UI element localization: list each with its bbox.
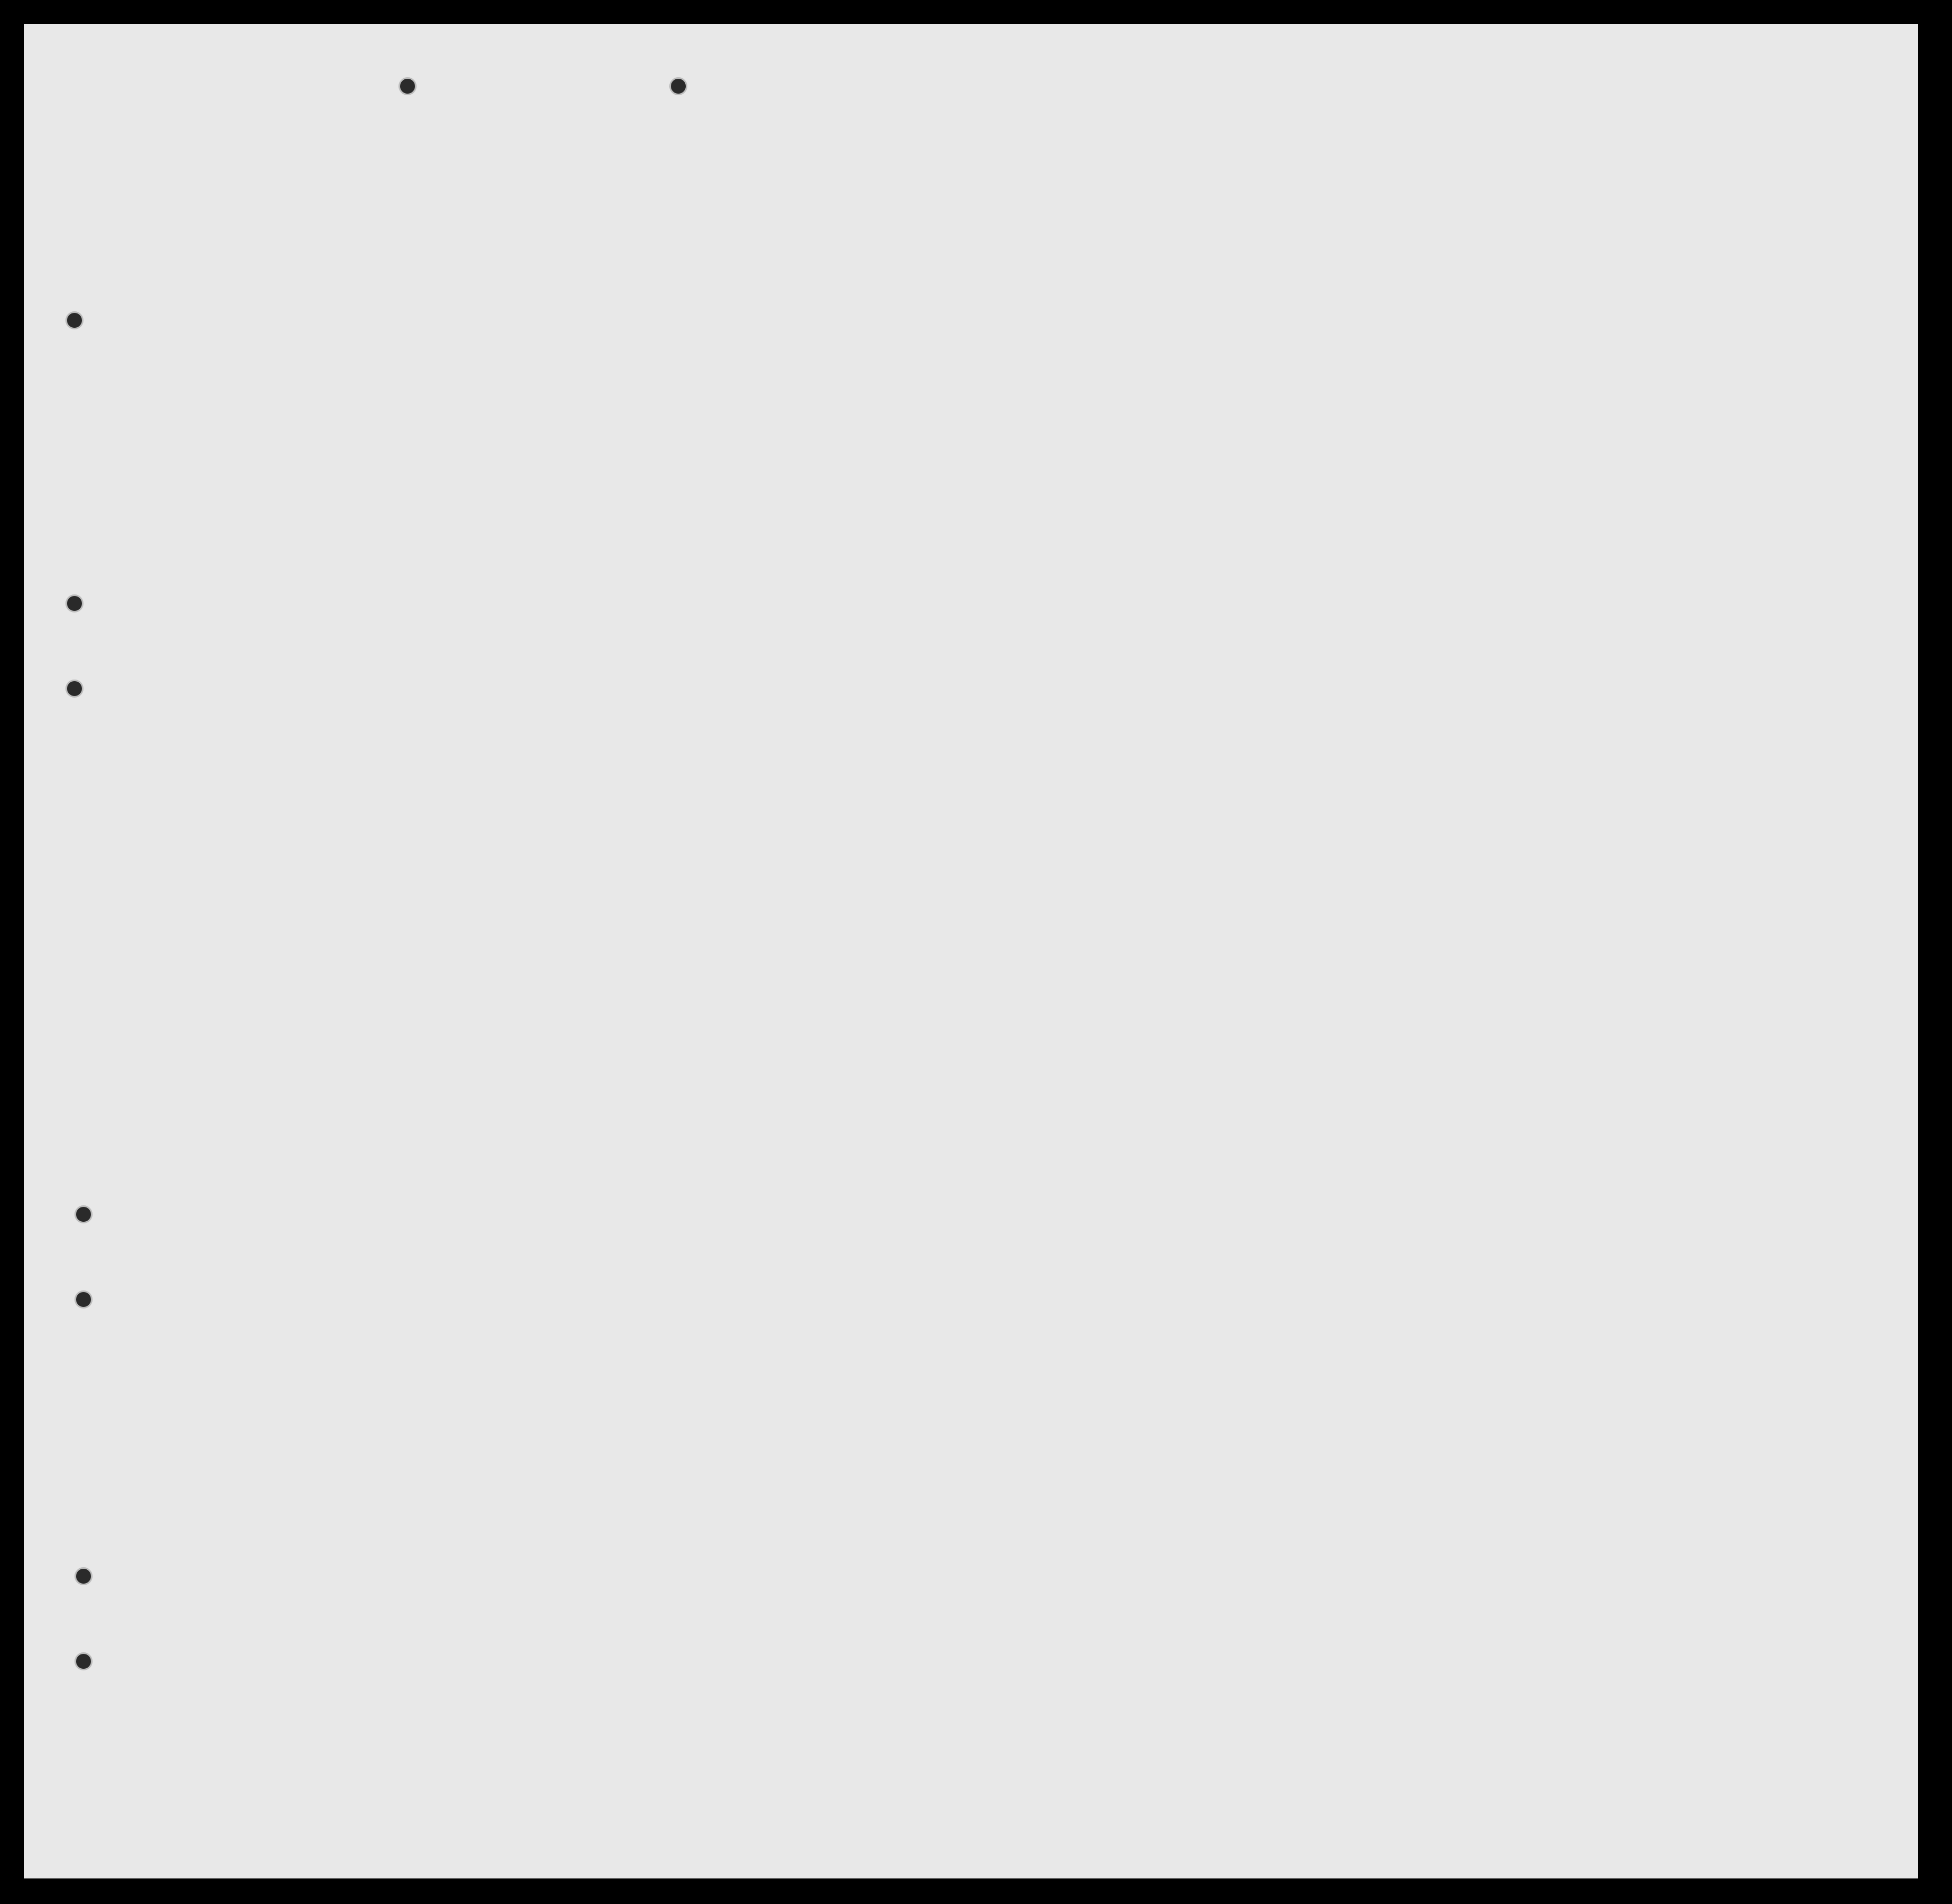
manifest-table [24, 24, 1918, 1878]
manifest-sheet [24, 24, 1918, 1878]
